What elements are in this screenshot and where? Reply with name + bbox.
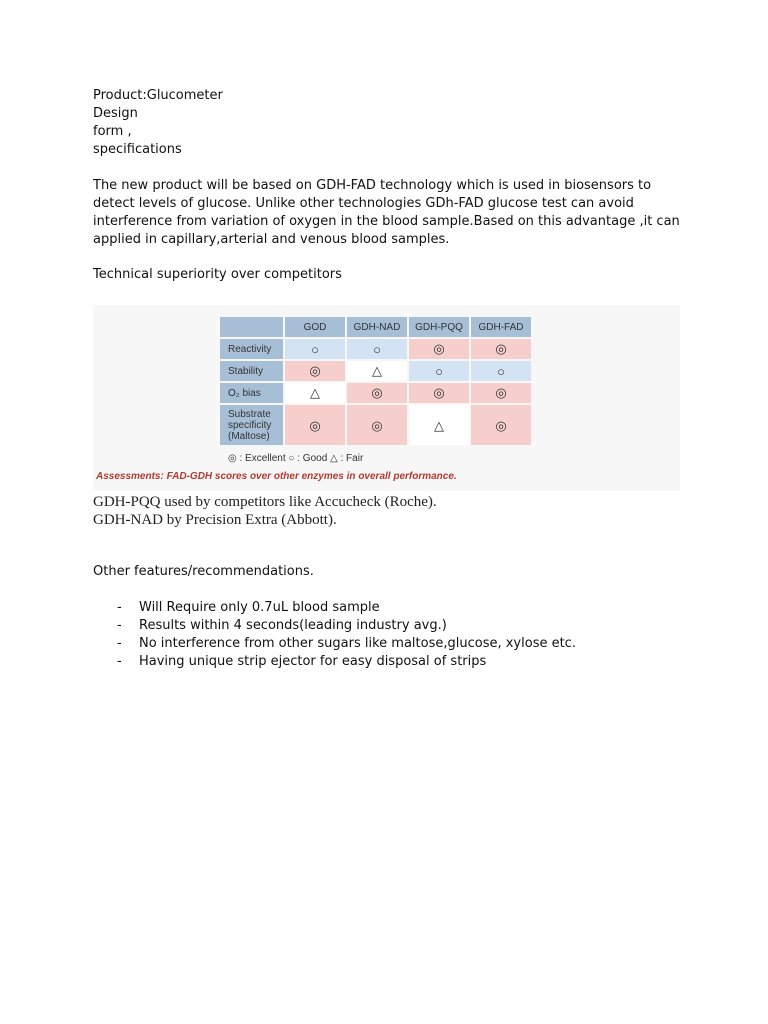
row-label: O₂ bias [219, 382, 284, 404]
dash-marker: - [117, 618, 122, 633]
list-item-text: No interference from other sugars like maltose,glucose, xylose etc. [139, 636, 576, 651]
row-label-line: (Maltose) [228, 430, 270, 442]
column-header: GDH-PQQ [408, 316, 470, 338]
features-title: Other features/recommendations. [93, 564, 314, 579]
rating-cell: ◎ [470, 404, 532, 446]
table-corner [219, 316, 284, 338]
rating-cell: ○ [470, 360, 532, 382]
caption-line: GDH-PQQ used by competitors like Accucheck (Roche). [93, 494, 437, 510]
rating-cell: ◎ [284, 404, 346, 446]
rating-cell: ◎ [284, 360, 346, 382]
intro-line: detect levels of glucose. Unlike other technologies GDh-FAD glucose test can avoid [93, 196, 634, 211]
column-header: GOD [284, 316, 346, 338]
table-row [219, 338, 532, 360]
intro-line: The new product will be based on GDH-FAD technology which is used in biosensors to [93, 178, 652, 193]
rating-cell: ◎ [346, 382, 408, 404]
comparison-figure [93, 305, 680, 491]
rating-cell: ◎ [346, 404, 408, 446]
specifications-heading: specifications [93, 142, 182, 157]
form-heading: form , [93, 124, 132, 139]
rating-cell: △ [284, 382, 346, 404]
caption-line: GDH-NAD by Precision Extra (Abbott). [93, 512, 337, 528]
table-header-row [219, 316, 532, 338]
intro-paragraph [93, 177, 693, 249]
list-item [117, 599, 576, 617]
column-header: GDH-FAD [470, 316, 532, 338]
list-item-text: Results within 4 seconds(leading industry avg.) [139, 618, 447, 633]
rating-cell: ◎ [408, 338, 470, 360]
section-title: Technical superiority over competitors [93, 267, 342, 282]
table-legend: ◎ : Excellent ○ : Good △ : Fair [228, 453, 364, 464]
dash-marker: - [117, 636, 122, 651]
column-header: GDH-NAD [346, 316, 408, 338]
row-label: Stability [219, 360, 284, 382]
rating-cell: ◎ [470, 338, 532, 360]
intro-line: interference from variation of oxygen in the blood sample.Based on this advantage ,it can [93, 214, 680, 229]
rating-cell: ◎ [408, 382, 470, 404]
rating-cell: ◎ [470, 382, 532, 404]
table-row [219, 404, 532, 446]
row-label-line: specificity [228, 419, 272, 431]
list-item-text: Having unique strip ejector for easy disposal of strips [139, 654, 487, 669]
rating-cell: △ [346, 360, 408, 382]
assessment-note: Assessments: FAD-GDH scores over other enzymes in overall performance. [96, 471, 457, 482]
table-row [219, 382, 532, 404]
intro-line: applied in capillary,arterial and venous blood samples. [93, 232, 450, 247]
comparison-table [218, 315, 533, 447]
list-item [117, 635, 576, 653]
dash-marker: - [117, 600, 122, 615]
list-item [117, 617, 576, 635]
list-item-text: Will Require only 0.7uL blood sample [139, 600, 380, 615]
rating-cell: △ [408, 404, 470, 446]
rating-cell: ○ [346, 338, 408, 360]
row-label-line: Substrate [228, 408, 271, 420]
row-label [219, 404, 284, 446]
rating-cell: ○ [284, 338, 346, 360]
dash-marker: - [117, 654, 122, 669]
features-list [117, 599, 576, 671]
table-row [219, 360, 532, 382]
design-heading: Design [93, 106, 138, 121]
rating-cell: ○ [408, 360, 470, 382]
row-label: Reactivity [219, 338, 284, 360]
list-item [117, 653, 576, 671]
product-title: Product:Glucometer [93, 88, 223, 103]
